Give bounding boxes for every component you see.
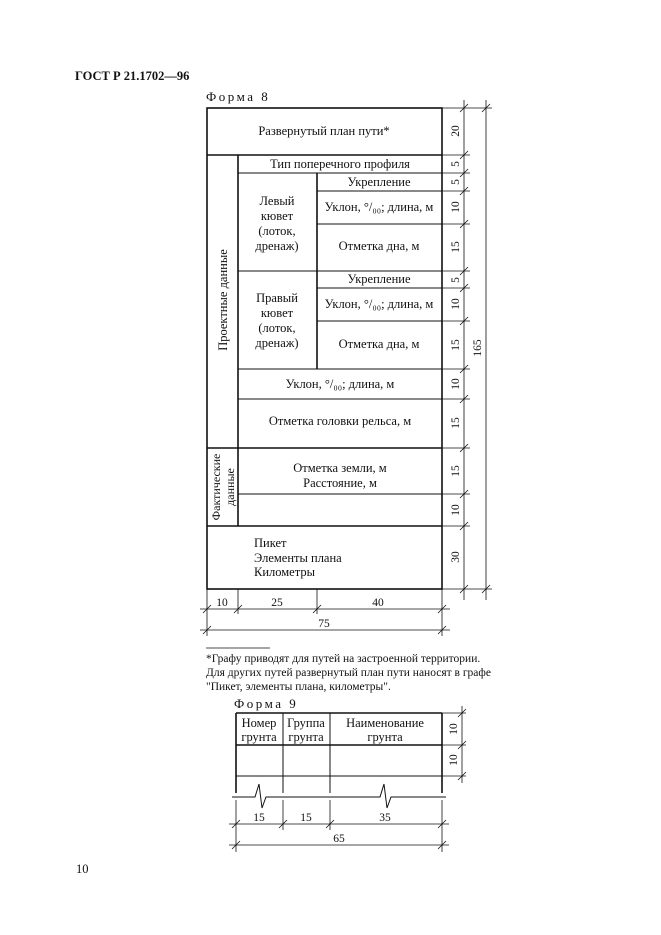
form9-height-label: 10 (448, 754, 460, 766)
footnote-line-3: "Пикет, элементы плана, километры". (206, 681, 391, 693)
ground-mark-label: Отметка земли, м (293, 461, 387, 475)
page-number: 10 (76, 862, 89, 876)
form9-col1-line2: грунта (241, 730, 277, 744)
group-actual-label-2: данные (223, 468, 237, 506)
height-label: 5 (450, 277, 462, 283)
form9-height-label: 10 (448, 723, 460, 735)
left-slope-label: Уклон, °/₀₀; длина, м (324, 200, 434, 214)
right-ditch-line-4: дренаж) (255, 336, 299, 350)
form9-col3-line1: Наименование (346, 716, 424, 730)
form9-width-label-col2: 15 (300, 812, 312, 824)
height-label: 30 (450, 551, 462, 563)
left-ditch-line-2: кювет (260, 209, 294, 223)
row-profile-label: Тип поперечного профиля (270, 157, 410, 171)
height-label: 15 (450, 417, 462, 429)
right-ditch-line-2: кювет (260, 306, 294, 320)
bottom-row-line-1: Пикет (254, 536, 287, 550)
left-ditch-line-3: (лоток, (258, 224, 296, 238)
width-label-col1: 10 (216, 597, 228, 609)
bottom-row-line-3: Километры (254, 565, 315, 579)
row-plan-label: Развернутый план пути* (258, 124, 390, 138)
form9-col1-line1: Номер (241, 716, 277, 730)
form9-width-label-col3: 35 (379, 812, 391, 824)
height-label: 15 (450, 241, 462, 253)
height-label: 10 (450, 504, 462, 516)
left-strengthening-label: Укрепление (347, 175, 411, 189)
distance-label: Расстояние, м (303, 476, 377, 490)
right-ditch-line-3: (лоток, (258, 321, 296, 335)
form9-right-dimensions (442, 706, 466, 783)
left-ditch-line-1: Левый (259, 194, 295, 208)
form9-width-label-col1: 15 (253, 812, 265, 824)
right-slope-label: Уклон, °/₀₀; длина, м (324, 297, 434, 311)
height-label: 10 (450, 201, 462, 213)
rail-head-mark-label: Отметка головки рельса, м (268, 414, 412, 428)
footnote-line-2: Для других путей развернутый план пути наносят в графе (206, 667, 491, 679)
width-label-total: 75 (318, 618, 330, 630)
height-label: 15 (450, 339, 462, 351)
height-label: 10 (450, 378, 462, 390)
height-label: 15 (450, 465, 462, 477)
right-strengthening-label: Укрепление (347, 272, 411, 286)
form9-col2-line2: грунта (288, 730, 324, 744)
left-bottom-mark-label: Отметка дна, м (338, 239, 420, 253)
height-label: 5 (450, 179, 462, 185)
document-header: ГОСТ Р 21.1702—96 (75, 69, 190, 83)
right-ditch-line-1: Правый (256, 291, 298, 305)
form8-title: Форма 8 (206, 89, 271, 104)
width-label-col2: 25 (271, 597, 283, 609)
total-height-label: 165 (472, 339, 484, 357)
bottom-row-line-2: Элементы плана (254, 551, 342, 565)
footnote-line-1: *Графу приводят для путей на застроенной территории. (206, 653, 481, 665)
form9-col3-line2: грунта (367, 730, 403, 744)
form9-title: Форма 9 (234, 696, 299, 711)
right-bottom-mark-label: Отметка дна, м (338, 337, 420, 351)
form9-width-label-total: 65 (333, 833, 345, 845)
height-label: 20 (450, 125, 462, 137)
footnote (206, 652, 506, 694)
group-actual-label-1: Фактические (209, 453, 223, 521)
form9-col2-line1: Группа (287, 716, 325, 730)
main-slope-label: Уклон, °/₀₀; длина, м (285, 377, 395, 391)
group-design-label: Проектные данные (216, 249, 230, 351)
width-label-col3: 40 (372, 597, 384, 609)
height-label: 10 (450, 298, 462, 310)
height-label: 5 (450, 161, 462, 167)
left-ditch-line-4: дренаж) (255, 239, 299, 253)
